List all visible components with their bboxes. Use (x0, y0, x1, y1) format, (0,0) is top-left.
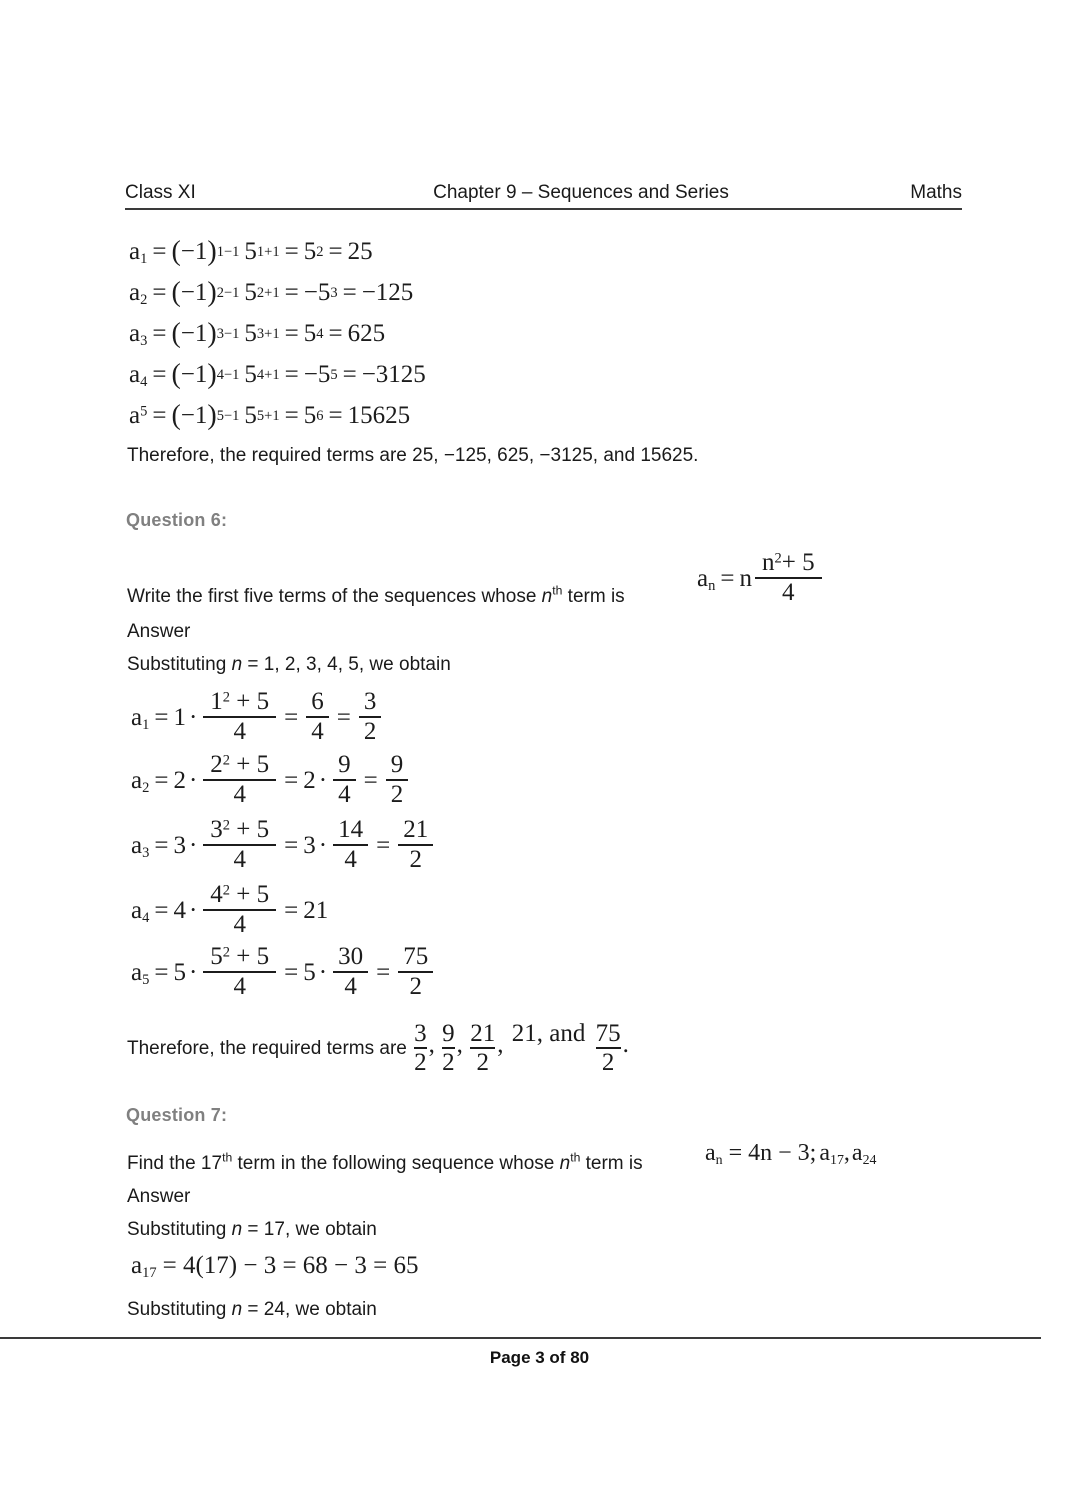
conclusion-integer-term: 21, and (511, 1020, 586, 1047)
question-7-prompt: Find the 17th term in the following sequence whose $n^{th}$ term is (127, 1150, 643, 1174)
question-6-answer-label: Answer (127, 621, 191, 642)
math-line-a2: $a_2$ = ( −1 ) 2−1 5 2+1 = −5 3 = −125 (129, 277, 414, 309)
question-6-substituting: Substituting n = 1, 2, 3, 4, 5, we obtain (127, 654, 451, 675)
question-6-prompt: Write the first five terms of the sequences whose $n^{th}$ term is (127, 583, 625, 607)
page-header (125, 182, 962, 210)
header-subject: Maths (910, 182, 962, 203)
question-7-formula: $a_n$ = 4n − 3; $a_{17}$ , $a_{24}$ (705, 1140, 877, 1168)
math-step-a3: $a_3$ = 3 · $\frac{3^2 + 5}{4}$ = 3 · $\frac{14}{4}$ = $\frac{21}{2}$ (131, 818, 436, 874)
question-7-substituting-24: Substituting n = 24, we obtain (127, 1299, 377, 1320)
math-step-a4: $a_4$ = 4 · $\frac{4^2 + 5}{4}$ = 21 (131, 880, 329, 938)
math-line-a17-result: $a_{17}$ = 4(17) − 3 = 68 − 3 = 65 (131, 1252, 419, 1282)
question-7-label: Question 7: (126, 1105, 228, 1125)
math-line-a4: $a_4$ = ( −1 ) 4−1 5 4+1 = −5 5 = −3125 (129, 359, 426, 391)
footer-divider (0, 1337, 1041, 1339)
question-6-label: Question 6: (126, 510, 228, 530)
conclusion-fraction-2: $\frac{9}{2}$ (442, 1020, 455, 1076)
header-class: Class XI (125, 182, 196, 203)
question-6-conclusion: Therefore, the required terms are $\frac{3}{2}$ , $\frac{9}{2}$ , $\frac{21}{2}$ , 21, and $\frac{75}{2}$ . (127, 1020, 629, 1076)
q5-conclusion: Therefore, the required terms are 25, −125, 625, −3125, and 15625. (127, 445, 699, 466)
question-7-substituting-17: Substituting n = 17, we obtain (127, 1219, 377, 1240)
math-line-a5: $a^5$ = ( −1 ) 5−1 5 5+1 = 5 6 = 15625 (129, 400, 411, 431)
conclusion-fraction-3: $\frac{21}{2}$ (470, 1020, 496, 1076)
conclusion-fraction-1: $\frac{3}{2}$ (414, 1020, 427, 1076)
question-6-formula: $a_n$ = n $\frac{n^2+ 5}{4}$ (697, 551, 825, 607)
math-step-a2: $a_2$ = 2 · $\frac{2^2 + 5}{4}$ = 2 · $\frac{9}{4}$ = $\frac{9}{2}$ (131, 753, 411, 809)
footer-page-number: Page 3 of 80 (489, 1348, 590, 1367)
math-step-a5: $a_5$ = 5 · $\frac{5^2 + 5}{4}$ = 5 · $\frac{30}{4}$ = $\frac{75}{2}$ (131, 945, 436, 1001)
conclusion-fraction-4: $\frac{75}{2}$ (595, 1020, 621, 1076)
math-step-a1: $a_1$ = 1 · $\frac{1^2 + 5}{4}$ = $\frac{6}{4}$ = $\frac{3}{2}$ (131, 690, 384, 746)
math-line-a3: $a_3$ = ( −1 ) 3−1 5 3+1 = 5 4 = 625 (129, 318, 386, 350)
header-chapter: Chapter 9 – Sequences and Series (433, 182, 729, 203)
math-line-a1: $a_1$ = ( −1 ) 1−1 5 1+1 = 5 2 = 25 (129, 236, 373, 268)
question-7-answer-label: Answer (127, 1186, 191, 1207)
